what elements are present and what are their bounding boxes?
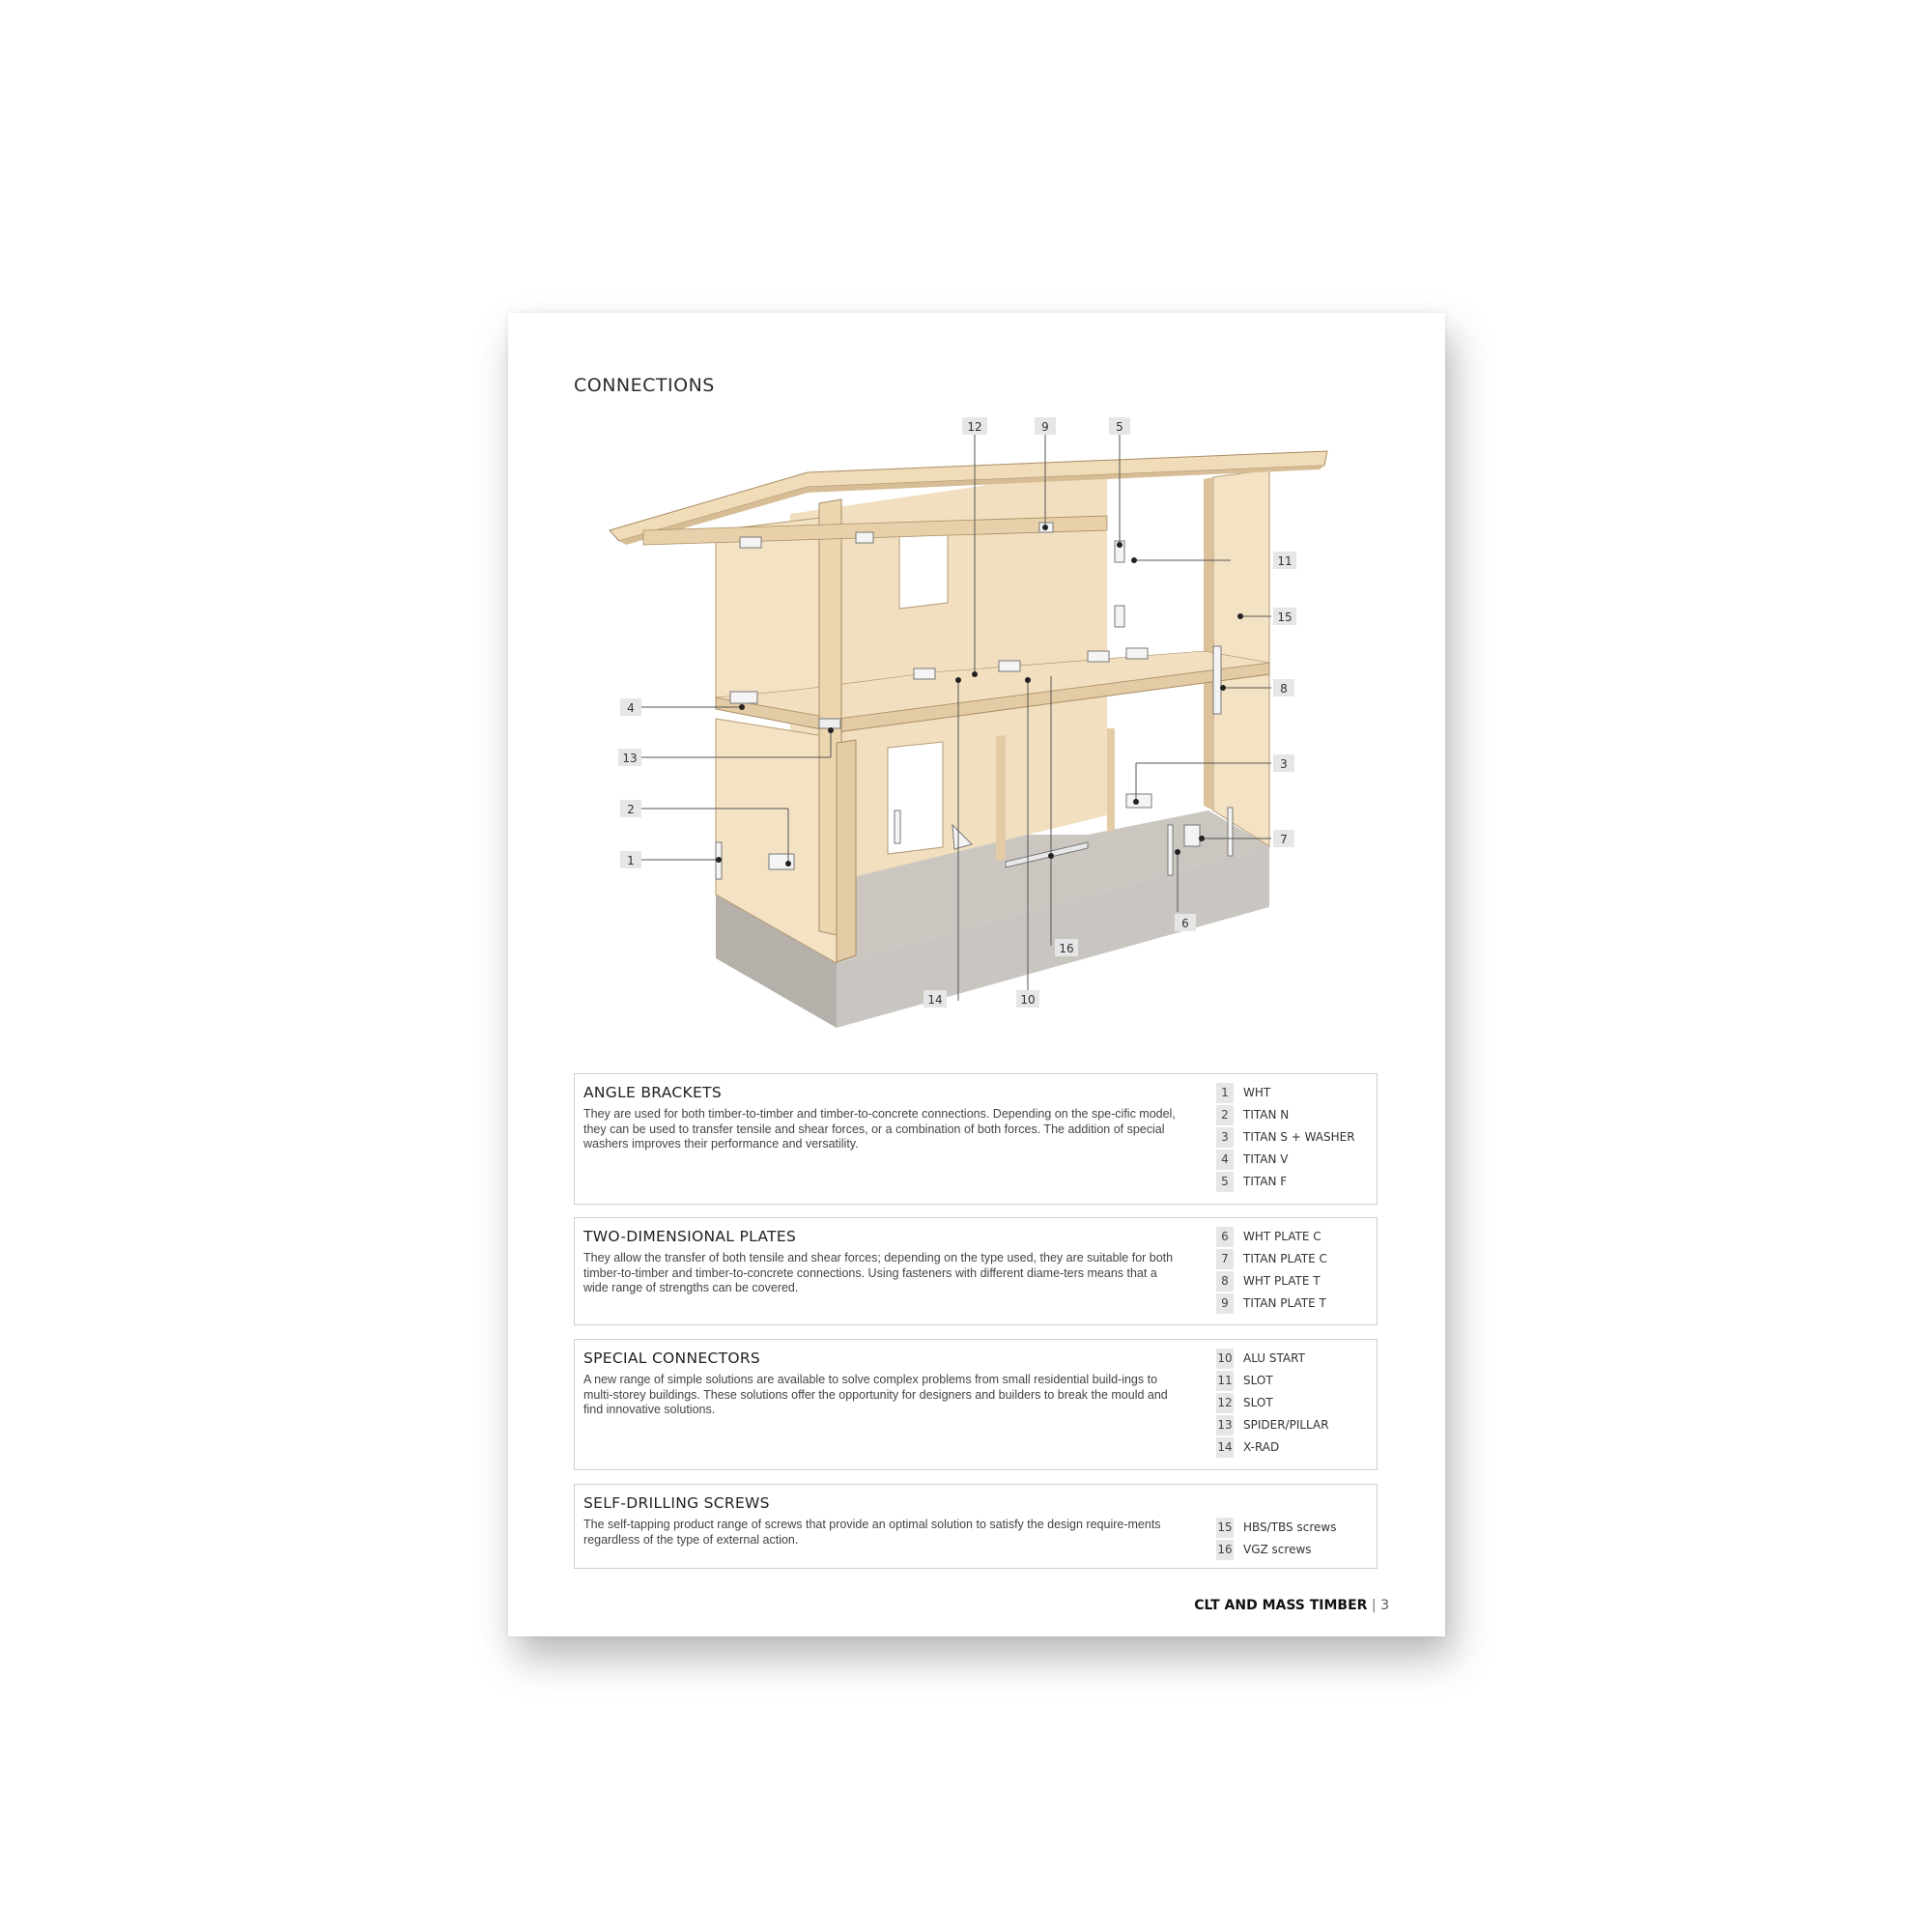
list-item: [1216, 1293, 1371, 1316]
bracket-mark: [999, 661, 1020, 671]
partition: [996, 735, 1006, 862]
item-number: 7: [1216, 1249, 1234, 1269]
item-number: 14: [1216, 1437, 1234, 1458]
callout-4: [620, 698, 641, 716]
svg-text:16: 16: [1059, 942, 1074, 955]
bracket-mark: [914, 668, 935, 679]
section-angle-brackets: [574, 1073, 1378, 1205]
list-item: [1216, 1172, 1371, 1194]
callout-3: [1273, 754, 1294, 772]
svg-text:15: 15: [1277, 611, 1293, 624]
item-name: SLOT: [1243, 1374, 1273, 1387]
callout-7: [1273, 830, 1294, 847]
section-title: SPECIAL CONNECTORS: [583, 1350, 761, 1367]
item-number: 1: [1216, 1083, 1234, 1103]
list-item: [1216, 1271, 1371, 1293]
item-number: 6: [1216, 1227, 1234, 1247]
callout-14: [923, 990, 947, 1008]
list-item: [1216, 1349, 1371, 1371]
list-item: [1216, 1393, 1371, 1415]
svg-text:8: 8: [1280, 682, 1288, 696]
list-item: [1216, 1105, 1371, 1127]
callout-5: [1109, 417, 1130, 435]
list-item: [1216, 1227, 1371, 1249]
list-item: [1216, 1249, 1371, 1271]
timber-column-lower: [837, 740, 856, 962]
callout-10: [1016, 990, 1039, 1008]
section-title: TWO-DIMENSIONAL PLATES: [583, 1228, 797, 1245]
partition: [1107, 728, 1115, 832]
list-item: [1216, 1150, 1371, 1172]
svg-text:3: 3: [1280, 757, 1288, 771]
list-item: [1216, 1540, 1371, 1562]
item-name: TITAN S + WASHER: [1243, 1130, 1355, 1144]
bracket-mark: [1168, 825, 1173, 875]
item-number: 5: [1216, 1172, 1234, 1192]
section-special-connectors: [574, 1339, 1378, 1470]
item-name: HBS/TBS screws: [1243, 1520, 1337, 1534]
bracket-mark: [1228, 808, 1233, 856]
svg-text:13: 13: [622, 752, 638, 765]
section-self-drilling-screws: [574, 1484, 1378, 1569]
callout-6: [1175, 914, 1196, 931]
bracket-mark: [1115, 606, 1124, 627]
callout-8: [1273, 679, 1294, 696]
item-name: VGZ screws: [1243, 1543, 1312, 1556]
item-number: 9: [1216, 1293, 1234, 1314]
item-number: 15: [1216, 1518, 1234, 1538]
pillar-connector: [819, 719, 840, 728]
callout-1: [620, 851, 641, 868]
list-item: [1216, 1518, 1371, 1540]
svg-text:11: 11: [1277, 554, 1293, 568]
svg-text:9: 9: [1041, 420, 1049, 434]
product-list: [1216, 1227, 1371, 1316]
section-description: A new range of simple solutions are available to solve complex problems from small residential build-ings to multi-storey buildings. These solutions offer the opportunity for designers and builders to break the mould and find innovative solutions.: [583, 1373, 1168, 1416]
item-name: ALU START: [1243, 1351, 1305, 1365]
list-item: [1216, 1371, 1371, 1393]
item-name: TITAN F: [1243, 1175, 1288, 1188]
callout-11: [1273, 552, 1296, 569]
item-name: SPIDER/PILLAR: [1243, 1418, 1329, 1432]
item-number: 12: [1216, 1393, 1234, 1413]
item-name: WHT: [1243, 1086, 1271, 1099]
product-list: [1216, 1518, 1371, 1562]
bracket-mark: [895, 810, 900, 843]
item-number: 3: [1216, 1127, 1234, 1148]
bracket-mark: [1126, 648, 1148, 659]
page-title: CONNECTIONS: [574, 375, 715, 396]
page-footer: [1194, 1598, 1389, 1613]
bracket-mark: [1088, 651, 1109, 662]
footer-separator: |: [1371, 1598, 1377, 1613]
callout-9: [1035, 417, 1056, 435]
section-title: SELF-DRILLING SCREWS: [583, 1494, 770, 1512]
item-name: TITAN PLATE C: [1243, 1252, 1327, 1265]
bracket-mark: [1213, 646, 1221, 714]
list-item: [1216, 1127, 1371, 1150]
item-number: 8: [1216, 1271, 1234, 1292]
section-title: ANGLE BRACKETS: [583, 1084, 722, 1101]
callout-16: [1055, 939, 1078, 956]
callout-2: [620, 800, 641, 817]
building-connections-diagram: [508, 313, 1445, 1047]
section-description: They are used for both timber-to-timber and timber-to-concrete connections. Depending on the spe-cific model, they can be used to transfer tensile and shear forces, or a combination of both forces. The addition of special washers improves their performance and versatility.: [583, 1107, 1176, 1151]
list-item: [1216, 1415, 1371, 1437]
section-description: The self-tapping product range of screws that provide an optimal solution to satisfy the design require-ments regardless of the type of external action.: [583, 1518, 1161, 1547]
svg-text:2: 2: [627, 803, 635, 816]
svg-text:6: 6: [1181, 917, 1189, 930]
item-number: 11: [1216, 1371, 1234, 1391]
svg-text:1: 1: [627, 854, 635, 867]
svg-text:10: 10: [1020, 993, 1036, 1007]
item-name: TITAN PLATE T: [1243, 1296, 1326, 1310]
item-name: TITAN N: [1243, 1108, 1290, 1122]
right-wall-edge: [1204, 477, 1213, 810]
svg-text:4: 4: [627, 701, 635, 715]
item-name: WHT PLATE T: [1243, 1274, 1321, 1288]
bracket-mark: [1126, 794, 1151, 808]
item-number: 16: [1216, 1540, 1234, 1560]
product-list: [1216, 1349, 1371, 1460]
item-number: 2: [1216, 1105, 1234, 1125]
svg-text:14: 14: [927, 993, 943, 1007]
svg-text:5: 5: [1116, 420, 1123, 434]
footer-title: CLT AND MASS TIMBER: [1194, 1598, 1368, 1613]
item-number: 13: [1216, 1415, 1234, 1435]
item-number: 4: [1216, 1150, 1234, 1170]
item-name: X-RAD: [1243, 1440, 1280, 1454]
bracket-mark: [730, 692, 757, 703]
callout-15: [1273, 608, 1296, 625]
bracket-mark: [740, 537, 761, 548]
item-number: 10: [1216, 1349, 1234, 1369]
callout-12: [962, 417, 987, 435]
section-description: They allow the transfer of both tensile and shear forces; depending on the type used, they are suitable for both timber-to-timber and timber-to-concrete connections. Using fasteners with different diame-ters means that a wide range of strengths can be covered.: [583, 1251, 1174, 1294]
svg-text:12: 12: [967, 420, 982, 434]
item-name: TITAN V: [1243, 1152, 1289, 1166]
list-item: [1216, 1437, 1371, 1460]
document-page: [508, 313, 1445, 1636]
bracket-mark: [856, 532, 873, 543]
bracket-mark: [1184, 825, 1200, 846]
list-item: [1216, 1083, 1371, 1105]
window-opening: [899, 530, 948, 609]
page-number: 3: [1380, 1598, 1389, 1613]
item-name: SLOT: [1243, 1396, 1273, 1409]
svg-text:7: 7: [1280, 833, 1288, 846]
product-list: [1216, 1083, 1371, 1194]
callout-13: [618, 749, 641, 766]
section-two-dimensional-plates: [574, 1217, 1378, 1325]
item-name: WHT PLATE C: [1243, 1230, 1321, 1243]
